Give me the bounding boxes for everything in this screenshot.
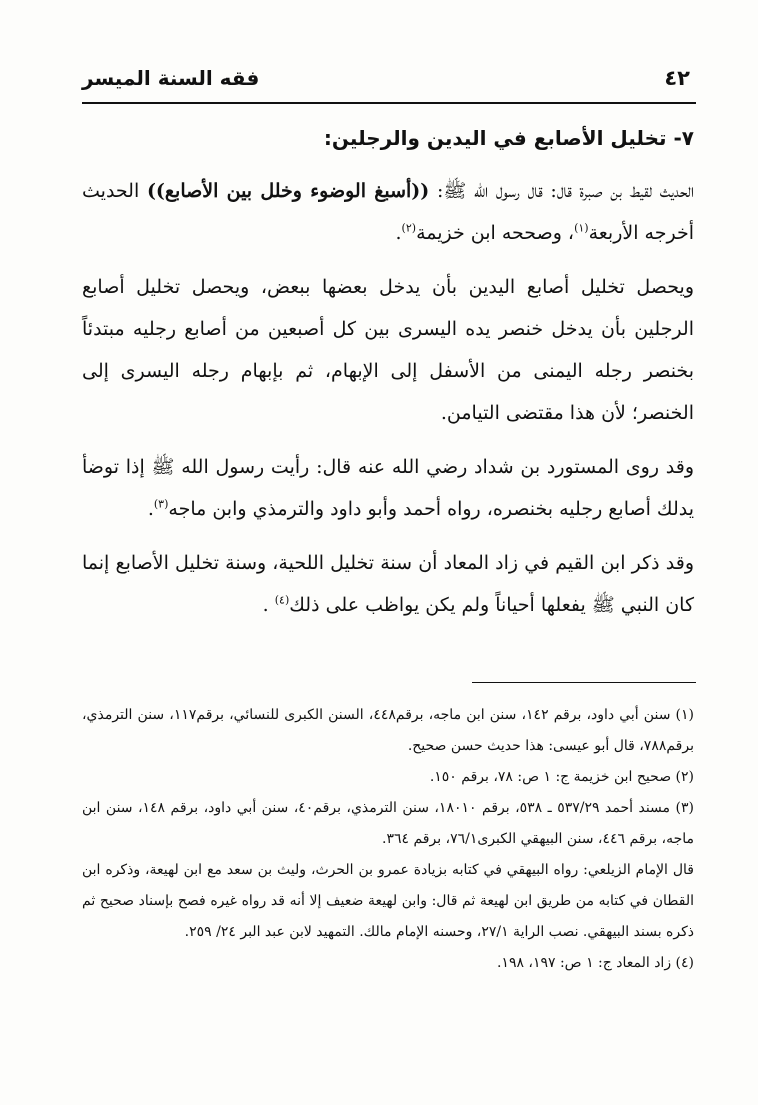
footnote-divider <box>472 682 696 683</box>
footnotes <box>82 700 694 979</box>
footnote-ref[interactable]: (٣) <box>153 497 169 511</box>
paragraph-ibn-qayyim <box>82 542 694 626</box>
paragraph-text: الحديث أخرجه الأربعة <box>82 180 694 244</box>
footnote-ref[interactable]: (٤) <box>274 593 290 607</box>
footnote-ref[interactable]: (٢) <box>401 221 417 235</box>
footnote-1: (١) سنن أبي داود، برقم ١٤٢، سنن ابن ماجه، برقم٤٤٨، السنن الكبرى للنسائي، برقم١١٧، سنن الترمذي، برقم٧٨٨، قال أبو عيسى: هذا حديث حسن صحيح. <box>82 707 695 754</box>
paragraph-text: . <box>395 222 402 244</box>
running-header <box>82 62 696 104</box>
main-text <box>82 118 694 638</box>
paragraph-text: الحديث لقيط بن صبرة قال: قال رسول الله ﷺ: <box>429 180 694 202</box>
paragraph-hadith-laqit <box>82 170 694 254</box>
paragraph-text: وقد روى المستورد بن شداد رضي الله عنه قال: رأيت رسول الله ﷺ إذا توضأ يدلك أصابع رجليه بخنصره، رواه أحمد وأبو داود والترمذي وابن ماجه <box>82 456 694 520</box>
paragraph-text: ، وصححه ابن خزيمة <box>416 222 575 244</box>
hadith-quote: ((أسبغ الوضوء وخلل بين الأصابع)) <box>146 180 430 202</box>
paragraph-method <box>82 266 694 434</box>
footnote-ref[interactable]: (١) <box>574 221 589 235</box>
section-heading: ٧- تخليل الأصابع في اليدين والرجلين: <box>323 126 694 150</box>
paragraph-mustawrid <box>82 446 694 530</box>
paragraph-text: وقد ذكر ابن القيم في زاد المعاد أن سنة تخليل اللحية، وسنة تخليل الأصابع إنما كان النبي ﷺ يفعلها أحياناً ولم يكن يواظب على ذلك <box>82 552 694 616</box>
footnote-4: (٤) زاد المعاد ج: ١ ص: ١٩٧، ١٩٨. <box>496 955 694 971</box>
paragraph-text: ويحصل تخليل أصابع اليدين بأن يدخل بعضها ببعض، ويحصل تخليل أصابع الرجلين بأن يدخل خنصر يده اليسرى بين كل أصبعين من أصابع رجليه مبتدئاً بخنصر رجله اليمنى من الأسفل إلى الإبهام، ثم بإبهام رجله اليسرى إلى الخنصر؛ لأن هذا مقتضى التيامن. <box>82 276 694 424</box>
paragraph-text: . <box>262 594 275 616</box>
footnote-3-continued: قال الإمام الزيلعي: رواه البيهقي في كتابه بزيادة عمرو بن الحرث، وليث بن سعد مع ابن لهيعة، وذكره ابن القطان في كتابه من طريق ابن لهيعة ثم قال: وابن لهيعة ضعيف إلا أنه قد رواه غيره فصح بإسناد صحيح ثم ذكره بسند البيهقي. نصب الراية ٢٧/١، وحسنه الإمام مالك. التمهيد لابن عبد البر ٢٤/ ٢٥٩. <box>82 862 694 940</box>
footnote-2: (٢) صحيح ابن خزيمة ج: ١ ص: ٧٨، برقم ١٥٠. <box>429 769 694 785</box>
page-number: ٤٢ <box>664 66 690 90</box>
paragraph-text: . <box>147 498 154 520</box>
book-title: فقه السنة الميسر <box>82 66 260 90</box>
footnote-3: (٣) مسند أحمد ٥٣٧/٢٩ ـ ٥٣٨، برقم ١٨٠١٠، سنن الترمذي، برقم٤٠، سنن أبي داود، برقم ١٤٨، سنن ابن ماجه، برقم ٤٤٦، سنن البيهقي الكبرى٧٦/١، برقم ٣٦٤. <box>82 800 694 847</box>
